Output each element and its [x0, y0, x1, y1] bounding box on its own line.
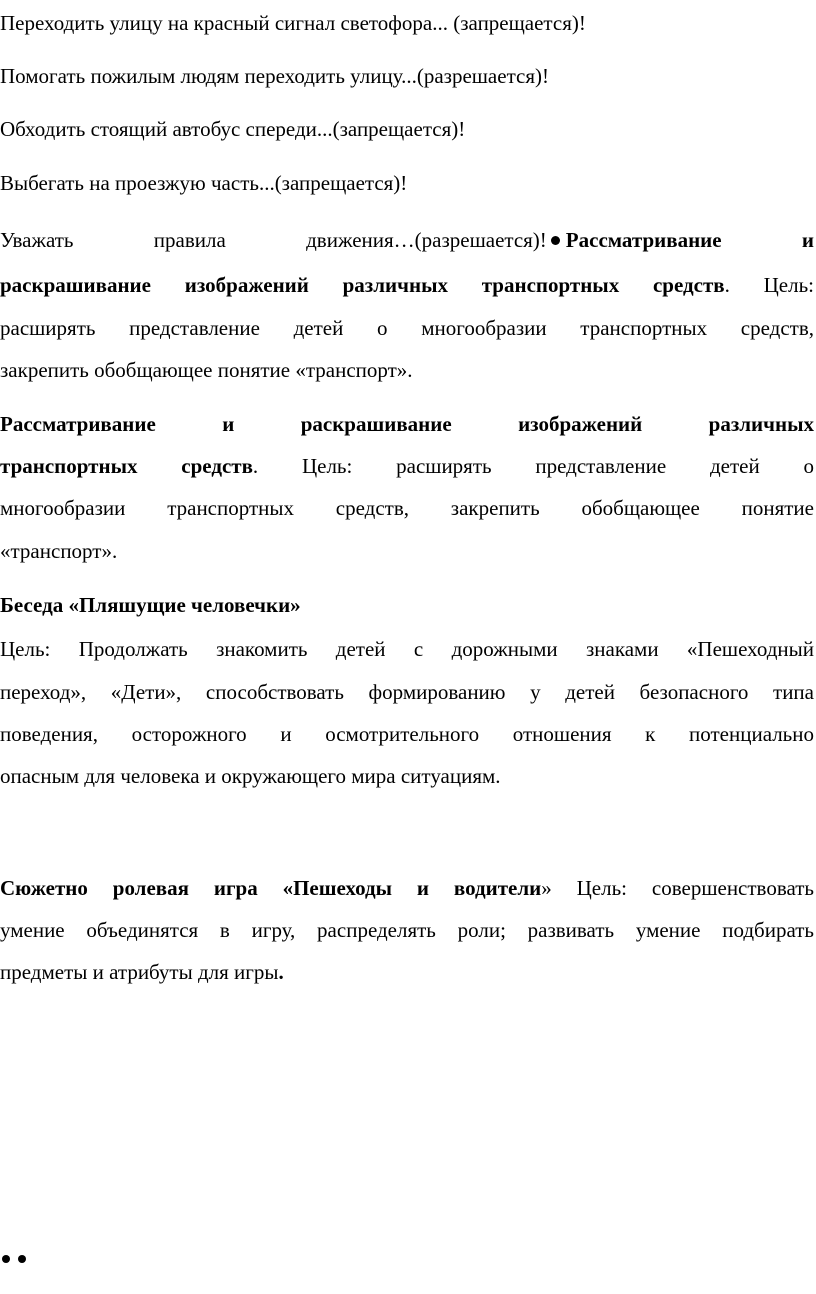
- bullet-icon: [551, 236, 560, 245]
- bottom-bullets: [2, 1244, 34, 1256]
- para1-bold-start: Рассматривание и: [565, 228, 814, 252]
- bullet-icon: [2, 1255, 10, 1263]
- para1-text-3: расширять представление детей о многообразии транспортных средств,: [0, 316, 814, 340]
- conversation-text-1: Цель: Продолжать знакомить детей с дорожными знаками «Пешеходный: [0, 637, 814, 661]
- rule-line-5: Уважать правила движения…(разрешается)!: [0, 228, 547, 252]
- roleplay-line-3: [0, 959, 284, 985]
- para1-line-2: [0, 272, 814, 298]
- para2-text-3: многообразии транспортных средств, закрепить обобщающее понятие: [0, 496, 814, 520]
- para2-line-1: [0, 411, 814, 437]
- para2-line-3: [0, 495, 814, 521]
- conversation-line-3: [0, 721, 814, 747]
- conversation-heading: [0, 592, 301, 618]
- bullet-icon: [18, 1255, 26, 1263]
- roleplay-period: .: [278, 960, 284, 984]
- para1-bold-cont: раскрашивание изображений различных транспортных средств: [0, 273, 725, 297]
- roleplay-text-2: умение объединятся в игру, распределять роли; развивать умение подбирать: [0, 918, 814, 942]
- roleplay-goal-label: » Цель: совершенствовать: [541, 876, 814, 900]
- conversation-text-3: поведения, осторожного и осмотрительного отношения к потенциально: [0, 722, 814, 746]
- rule-line-4: Выбегать на проезжую часть...(запрещается)!: [0, 171, 408, 195]
- rule-line-3: Обходить стоящий автобус спереди...(запрещается)!: [0, 117, 466, 141]
- conversation-line-2: [0, 679, 814, 705]
- conversation-line-4: опасным для человека и окружающего мира ситуациям.: [0, 764, 501, 788]
- para2-line-4: «транспорт».: [0, 539, 118, 563]
- para2-bold-cont: транспортных средств: [0, 454, 253, 478]
- para2-line-2: [0, 453, 814, 479]
- conversation-heading-text: Беседа «Пляшущие человечки»: [0, 593, 301, 617]
- roleplay-line-1: [0, 875, 814, 901]
- conversation-line-1: [0, 636, 814, 662]
- roleplay-line-2: [0, 917, 814, 943]
- conversation-text-2: переход», «Дети», способствовать формированию у детей безопасного типа: [0, 680, 814, 704]
- para1-goal-label: . Цель:: [724, 273, 814, 297]
- para2-bold-start: Рассматривание и раскрашивание изображений различных: [0, 412, 814, 436]
- para1-line-3: [0, 315, 814, 341]
- rule-line-2: Помогать пожилым людям переходить улицу...(разрешается)!: [0, 64, 549, 88]
- para1-line-1: [0, 227, 814, 253]
- para1-line-4: закрепить обобщающее понятие «транспорт».: [0, 358, 413, 382]
- roleplay-title: Сюжетно ролевая игра «Пешеходы и водители: [0, 876, 542, 900]
- rule-line-1: Переходить улицу на красный сигнал светофора... (запрещается)!: [0, 11, 586, 35]
- para2-goal-text: . Цель: расширять представление детей о: [252, 454, 814, 478]
- roleplay-text-3: предметы и атрибуты для игры: [0, 960, 279, 984]
